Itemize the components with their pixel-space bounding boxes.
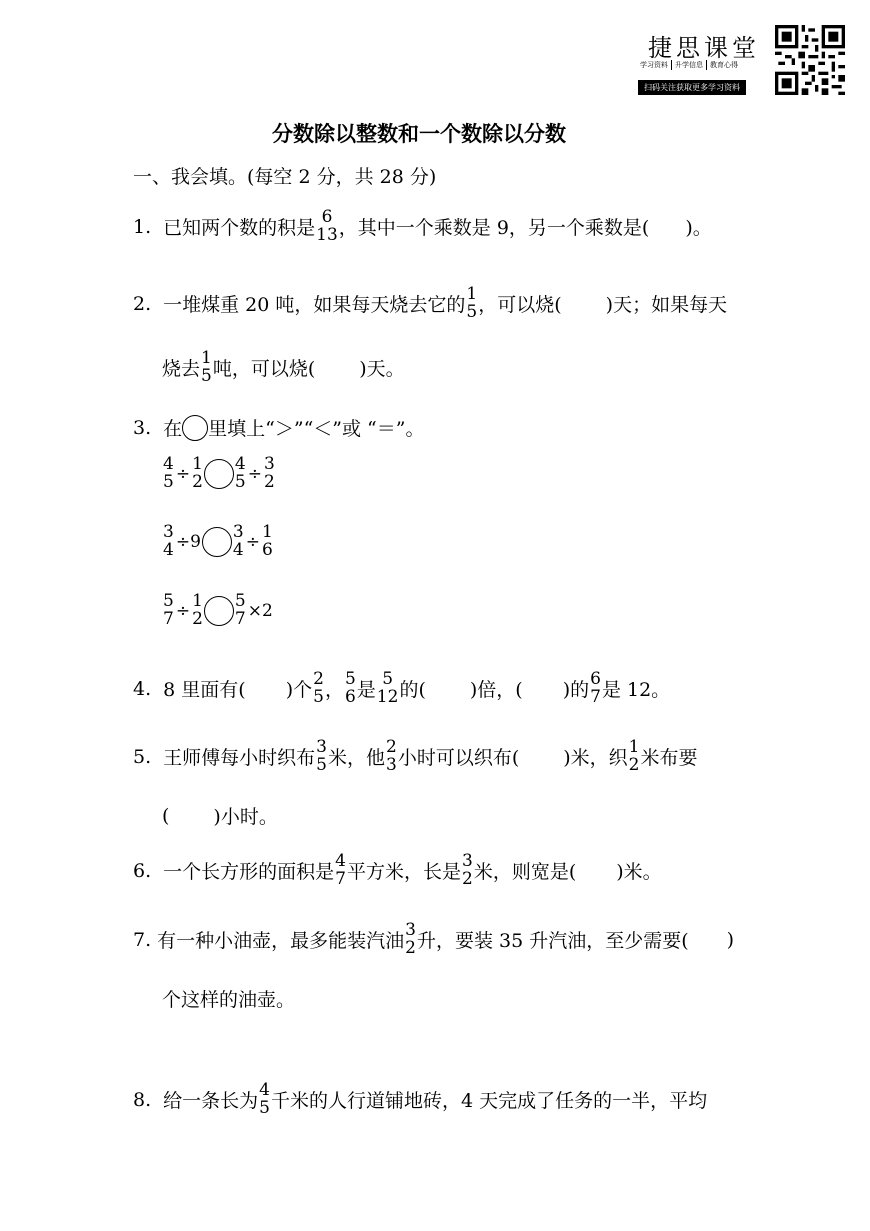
numerator: 5 xyxy=(382,669,394,689)
fraction xyxy=(163,456,174,492)
q-text: ，可以烧( xyxy=(478,294,562,317)
numerator: 3 xyxy=(163,522,174,542)
question-7 xyxy=(133,922,734,958)
q-text: 给一条长为 xyxy=(163,1090,259,1113)
fraction xyxy=(316,209,338,245)
fraction xyxy=(259,1082,270,1118)
q-text: )米。 xyxy=(616,861,662,884)
page-title: 分数除以整数和一个数除以分数 xyxy=(272,122,566,146)
question-5 xyxy=(133,739,698,775)
compare-circle[interactable] xyxy=(204,596,234,626)
q-text: 米，则宽是( xyxy=(473,861,577,884)
denominator: 7 xyxy=(163,608,174,629)
numerator: 4 xyxy=(259,1080,270,1100)
question-1 xyxy=(133,209,712,245)
operator: ×2 xyxy=(247,600,273,621)
brand-tags xyxy=(640,60,741,70)
q-text: 个这样的油壶。 xyxy=(162,989,296,1011)
q-text: 有一种小油壶，最多能装汽油 xyxy=(157,930,405,953)
q-text: )天。 xyxy=(359,358,405,381)
compare-circle[interactable] xyxy=(204,459,234,489)
fraction xyxy=(192,456,203,492)
numerator: 1 xyxy=(628,737,640,757)
q-text: 烧去 xyxy=(162,358,201,381)
compare-circle-icon xyxy=(182,415,208,441)
fraction xyxy=(462,853,473,889)
fraction xyxy=(377,671,399,707)
brand-tag: 教育心得 xyxy=(706,60,741,70)
numerator: 1 xyxy=(261,522,273,542)
q-text: )倍，( xyxy=(469,679,523,702)
numerator: 3 xyxy=(405,920,416,940)
denominator: 13 xyxy=(316,224,338,245)
brand-tag: 学习资料 xyxy=(640,61,668,69)
fraction xyxy=(590,671,601,707)
q-number: 4. xyxy=(133,677,152,700)
denominator: 4 xyxy=(163,539,174,560)
fraction xyxy=(629,739,640,775)
denominator: 5 xyxy=(234,471,246,492)
q-text: 千米的人行道铺地砖，4 天完成了任务的一半，平均 xyxy=(270,1090,708,1113)
q-text: ( xyxy=(162,804,170,827)
q-text: )的 xyxy=(562,679,590,702)
compare-row-2 xyxy=(162,524,274,560)
fraction xyxy=(233,524,244,560)
question-5-cont xyxy=(162,802,278,829)
numerator: 1 xyxy=(192,454,203,474)
numerator: 1 xyxy=(192,591,203,611)
denominator: 6 xyxy=(261,539,273,560)
denominator: 3 xyxy=(386,754,397,775)
denominator: 5 xyxy=(316,754,327,775)
question-4 xyxy=(133,671,670,707)
q-text: )小时。 xyxy=(213,806,278,828)
numerator: 5 xyxy=(163,591,174,611)
compare-row-1 xyxy=(162,456,276,492)
q-number: 2. xyxy=(133,292,152,315)
denominator: 7 xyxy=(590,686,601,707)
section-heading: 一、我会填。(每空 2 分，共 28 分) xyxy=(133,166,437,188)
question-2 xyxy=(133,286,727,322)
question-2-cont xyxy=(162,350,405,386)
numerator: 5 xyxy=(234,591,246,611)
fraction xyxy=(335,853,346,889)
numerator: 5 xyxy=(344,669,356,689)
q-text: 米，他 xyxy=(327,747,385,770)
fraction xyxy=(163,524,174,560)
q-text: ，其中一个乘数是 9，另一个乘数是( xyxy=(338,217,650,240)
question-6 xyxy=(133,853,662,889)
q-number: 5. xyxy=(133,745,152,768)
q-text: 王师傅每小时织布 xyxy=(163,747,316,770)
denominator: 5 xyxy=(313,686,324,707)
compare-row-3 xyxy=(162,593,274,629)
denominator: 7 xyxy=(335,868,346,889)
numerator: 3 xyxy=(462,851,473,871)
q-text: 小时可以织布( xyxy=(397,747,520,770)
operator: ÷9 xyxy=(175,531,201,552)
fraction xyxy=(262,524,273,560)
brand-tag: 升学信息 xyxy=(671,60,706,70)
numerator: 4 xyxy=(163,454,174,474)
denominator: 5 xyxy=(163,471,174,492)
q-text: 升，要装 35 升汽油，至少需要( xyxy=(416,930,689,953)
q-text: ) xyxy=(726,928,735,951)
fraction xyxy=(235,456,246,492)
operator: ÷ xyxy=(247,463,262,484)
numerator: 4 xyxy=(335,851,346,871)
fraction xyxy=(313,671,324,707)
denominator: 2 xyxy=(192,608,203,629)
q-number: 7. xyxy=(133,928,152,951)
q-text: 8 里面有( xyxy=(163,679,246,702)
operator: ÷ xyxy=(175,600,191,621)
denominator: 2 xyxy=(192,471,203,492)
q-text: )。 xyxy=(685,217,712,240)
numerator: 3 xyxy=(263,454,275,474)
q-text: )天；如果每天 xyxy=(605,294,728,317)
denominator: 12 xyxy=(376,686,399,707)
numerator: 1 xyxy=(201,348,212,368)
q-number: 6. xyxy=(133,859,152,882)
qr-code-icon[interactable] xyxy=(775,25,845,95)
denominator: 5 xyxy=(201,365,212,386)
fraction xyxy=(345,671,356,707)
q-text: 是 12。 xyxy=(601,679,671,702)
q-text: 米布要 xyxy=(640,747,698,770)
fraction xyxy=(264,456,275,492)
numerator: 2 xyxy=(313,669,324,689)
numerator: 6 xyxy=(590,669,601,689)
q-number: 3. xyxy=(133,416,152,439)
q-text: 吨，可以烧( xyxy=(212,358,316,381)
compare-circle[interactable] xyxy=(202,527,232,557)
denominator: 5 xyxy=(466,301,478,322)
question-8 xyxy=(133,1082,707,1118)
denominator: 6 xyxy=(344,686,356,707)
numerator: 1 xyxy=(466,284,478,304)
q-text: 是 xyxy=(356,679,376,702)
q-text: 平方米，长是 xyxy=(346,861,461,884)
fraction xyxy=(201,350,212,386)
denominator: 2 xyxy=(628,754,640,775)
numerator: 6 xyxy=(321,207,333,227)
fraction xyxy=(192,593,203,629)
numerator: 3 xyxy=(316,737,327,757)
brand-name: 捷思课堂 xyxy=(648,34,760,62)
q-text: 一堆煤重 20 吨，如果每天烧去它的 xyxy=(163,294,466,317)
brand-slogan: 扫码关注获取更多学习资料 xyxy=(638,80,746,95)
fraction xyxy=(386,739,397,775)
q-number: 8. xyxy=(133,1088,152,1111)
denominator: 4 xyxy=(232,539,244,560)
denominator: 2 xyxy=(263,471,275,492)
q-text: )个 xyxy=(285,679,313,702)
question-7-cont xyxy=(162,985,295,1012)
operator: ÷ xyxy=(245,531,260,552)
fraction xyxy=(235,593,246,629)
numerator: 4 xyxy=(234,454,246,474)
q-text: 已知两个数的积是 xyxy=(163,217,316,240)
denominator: 2 xyxy=(405,937,416,958)
question-3 xyxy=(133,414,424,441)
q-text: 里填上“＞”“＜”或 “＝”。 xyxy=(208,418,425,440)
q-number: 1. xyxy=(133,215,152,238)
operator: ÷ xyxy=(175,463,191,484)
fraction xyxy=(316,739,327,775)
fraction xyxy=(466,286,477,322)
denominator: 5 xyxy=(259,1097,270,1118)
q-text: )米，织 xyxy=(563,747,628,770)
fraction xyxy=(405,922,416,958)
q-text: 的( xyxy=(399,679,426,702)
q-text: 在 xyxy=(163,418,183,440)
denominator: 2 xyxy=(462,868,473,889)
q-text: 一个长方形的面积是 xyxy=(163,861,335,884)
numerator: 3 xyxy=(232,522,244,542)
fraction xyxy=(163,593,174,629)
denominator: 7 xyxy=(234,608,246,629)
numerator: 2 xyxy=(386,737,397,757)
q-text: ， xyxy=(324,679,344,702)
